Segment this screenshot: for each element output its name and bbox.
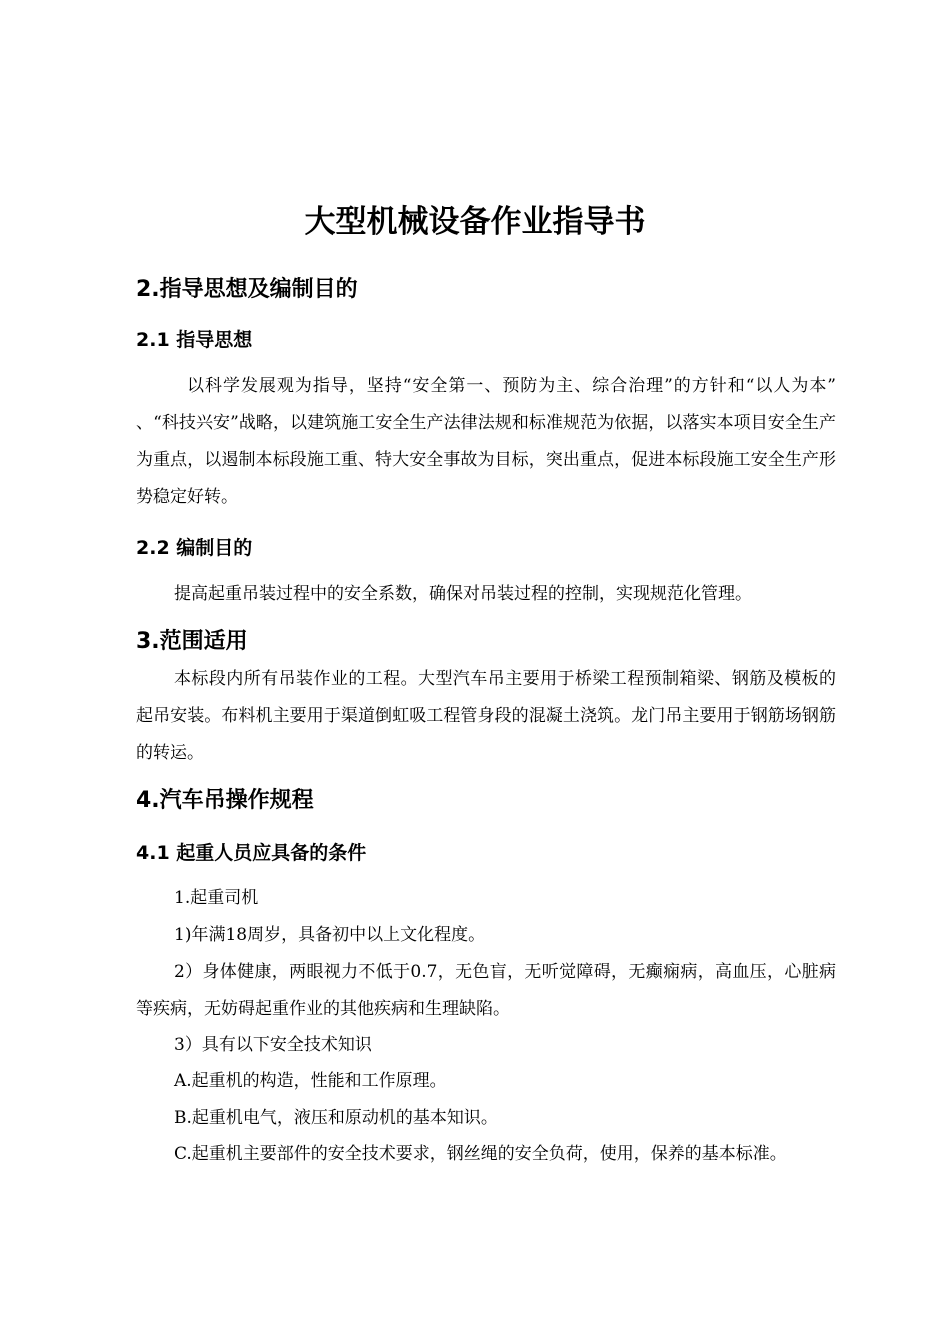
section-2-heading: 2.指导思想及编制目的 [136,277,358,302]
section-4-1-heading: 4.1 起重人员应具备的条件 [136,842,367,864]
section-2-1-heading: 2.1 指导思想 [136,329,253,351]
section-3-heading: 3.范围适用 [136,629,248,654]
section-3-body: 本标段内所有吊装作业的工程。大型汽车吊主要用于桥梁工程预制箱梁、钢筋及模板的起吊安装。布料机主要用于渠道倒虹吸工程管身段的混凝土浇筑。龙门吊主要用于钢筋场钢筋的转运。 [136,669,836,763]
section-2-2-body: 提高起重吊装过程中的安全系数，确保对吊装过程的控制，实现规范化管理。 [174,584,752,604]
list-item: C.起重机主要部件的安全技术要求，钢丝绳的安全负荷，使用，保养的基本标准。 [174,1144,787,1164]
list-item: 1)年满18周岁，具备初中以上文化程度。 [174,925,486,945]
list-item: B.起重机电气，液压和原动机的基本知识。 [174,1108,498,1128]
list-item: 2）身体健康，两眼视力不低于0.7，无色盲，无听觉障碍，无癫痫病，高血压，心脏病等疾病，无妨碍起重作业的其他疾病和生理缺陷。 [136,962,836,1019]
document-title: 大型机械设备作业指导书 [304,204,646,240]
list-item: A.起重机的构造，性能和工作原理。 [174,1071,447,1091]
list-item: 3）具有以下安全技术知识 [174,1035,372,1055]
list-item: 1.起重司机 [174,888,259,908]
section-2-2-heading: 2.2 编制目的 [136,537,253,559]
section-2-1-body: 以科学发展观为指导，坚持“安全第一、预防为主、综合治理”的方针和“以人为本” 、“科技兴安”战略，以建筑施工安全生产法律法规和标准规范为依据，以落实本项目安全生产为重点，以遏制本标段施工重、特大安全事故为目标，突出重点，促进本标段施工安全生产形势稳定好转。 [136,376,836,507]
section-4-heading: 4.汽车吊操作规程 [136,788,314,813]
